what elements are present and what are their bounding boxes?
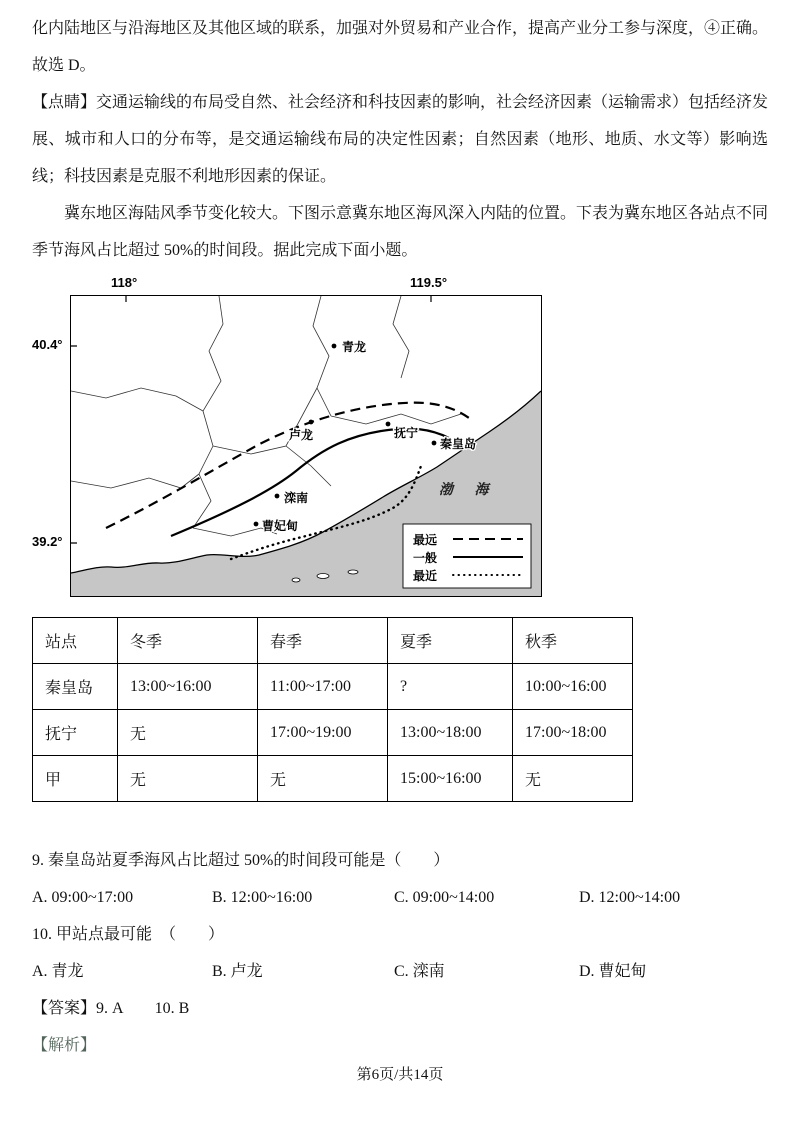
table-cell: 无 (118, 710, 258, 756)
question-9-option-c: C. 09:00~14:00 (394, 889, 495, 906)
region-map (32, 275, 592, 609)
question-intro-paragraph: 冀东地区海陆风季节变化较大。下图示意冀东地区海风深入内陆的位置。下表为冀东地区各站点不同季节海风占比超过 50%的时间段。据此完成下面小题。 (32, 205, 769, 259)
station-dot-caofeidian (254, 522, 259, 527)
table-row (33, 710, 633, 756)
map-label-funing: 抚宁 (394, 426, 419, 440)
table-cell: 11:00~17:00 (258, 664, 388, 710)
station-dot-qinglong (332, 344, 337, 349)
table-header-cell: 春季 (258, 618, 388, 664)
question-10-stem: 10. 甲站点最可能 （ ） (32, 926, 225, 943)
sea-breeze-table (32, 617, 633, 802)
station-dot-luannan (275, 494, 280, 499)
legend-label-nearest: 最近 (413, 569, 438, 583)
tip-paragraph: 【点睛】交通运输线的布局受自然、社会经济和科技因素的影响，社会经济因素（运输需求）包括经济发展、城市和人口的分布等，是交通运输线布局的决定性因素；自然因素（地形、地质、水文等）影响选线；科技因素是克服不利地形因素的保证。 (32, 94, 769, 185)
map-label-bohai-sea: 渤 海 (439, 483, 498, 498)
table-cell: 13:00~16:00 (118, 664, 258, 710)
longitude-label-right: 119.5° (410, 275, 448, 290)
table-cell: 无 (513, 756, 633, 802)
table-row (33, 756, 633, 802)
question-9-option-d: D. 12:00~14:00 (579, 889, 681, 906)
longitude-label-left: 118° (111, 275, 138, 290)
table-cell: 无 (118, 756, 258, 802)
question-9-stem: 9. 秦皇岛站夏季海风占比超过 50%的时间段可能是（ ） (32, 852, 450, 869)
question-9-option-a: A. 09:00~17:00 (32, 889, 134, 906)
table-cell: 13:00~18:00 (388, 710, 513, 756)
question-10-option-a: A. 青龙 (32, 963, 84, 980)
map-label-caofeidian: 曹妃甸 (262, 519, 299, 533)
map-label-qinhuangdao: 秦皇岛 (440, 437, 477, 451)
latitude-label-bottom: 39.2° (32, 534, 63, 549)
table-header-row (33, 618, 633, 664)
question-10-option-d: D. 曹妃甸 (579, 963, 647, 980)
question-10-options (32, 953, 768, 990)
analysis-label: 【解析】 (32, 1037, 97, 1054)
map-frame (70, 295, 542, 597)
table-cell: 17:00~19:00 (258, 710, 388, 756)
question-9-options (32, 879, 768, 916)
table-header-cell: 冬季 (118, 618, 258, 664)
table-cell: 10:00~16:00 (513, 664, 633, 710)
table-cell: 15:00~16:00 (388, 756, 513, 802)
island (317, 574, 329, 579)
answer-line: 【答案】9. A 10. B (32, 1000, 190, 1017)
island (292, 578, 300, 582)
map-svg (71, 296, 541, 596)
questions-section (32, 842, 768, 1064)
station-dot-funing (386, 422, 391, 427)
table-cell: 甲 (33, 756, 118, 802)
island (348, 570, 358, 574)
legend-label-farthest: 最远 (413, 533, 438, 547)
table-row (33, 664, 633, 710)
map-label-lulong: 卢龙 (289, 428, 314, 442)
map-label-qinglong: 青龙 (342, 340, 367, 354)
answer-explanation-paragraph: 化内陆地区与沿海地区及其他区域的联系，加强对外贸易和产业合作，提高产业分工参与深度，④正确。故选 D。 (32, 20, 769, 74)
table-cell: ? (388, 664, 513, 710)
table-header-cell: 秋季 (513, 618, 633, 664)
map-label-luannan: 滦南 (284, 491, 309, 505)
station-dot-lulong (309, 420, 314, 425)
page-footer: 第6页/共14页 (356, 1067, 444, 1083)
table-cell: 抚宁 (33, 710, 118, 756)
table-header-cell: 夏季 (388, 618, 513, 664)
latitude-label-top: 40.4° (32, 337, 63, 352)
table-cell: 17:00~18:00 (513, 710, 633, 756)
table-cell: 秦皇岛 (33, 664, 118, 710)
question-10-option-b: B. 卢龙 (212, 963, 263, 980)
table-cell: 无 (258, 756, 388, 802)
question-9-option-b: B. 12:00~16:00 (212, 889, 313, 906)
legend-label-general: 一般 (413, 551, 438, 565)
table-header-cell: 站点 (33, 618, 118, 664)
question-10-option-c: C. 滦南 (394, 963, 445, 980)
station-dot-qinhuangdao (432, 441, 437, 446)
